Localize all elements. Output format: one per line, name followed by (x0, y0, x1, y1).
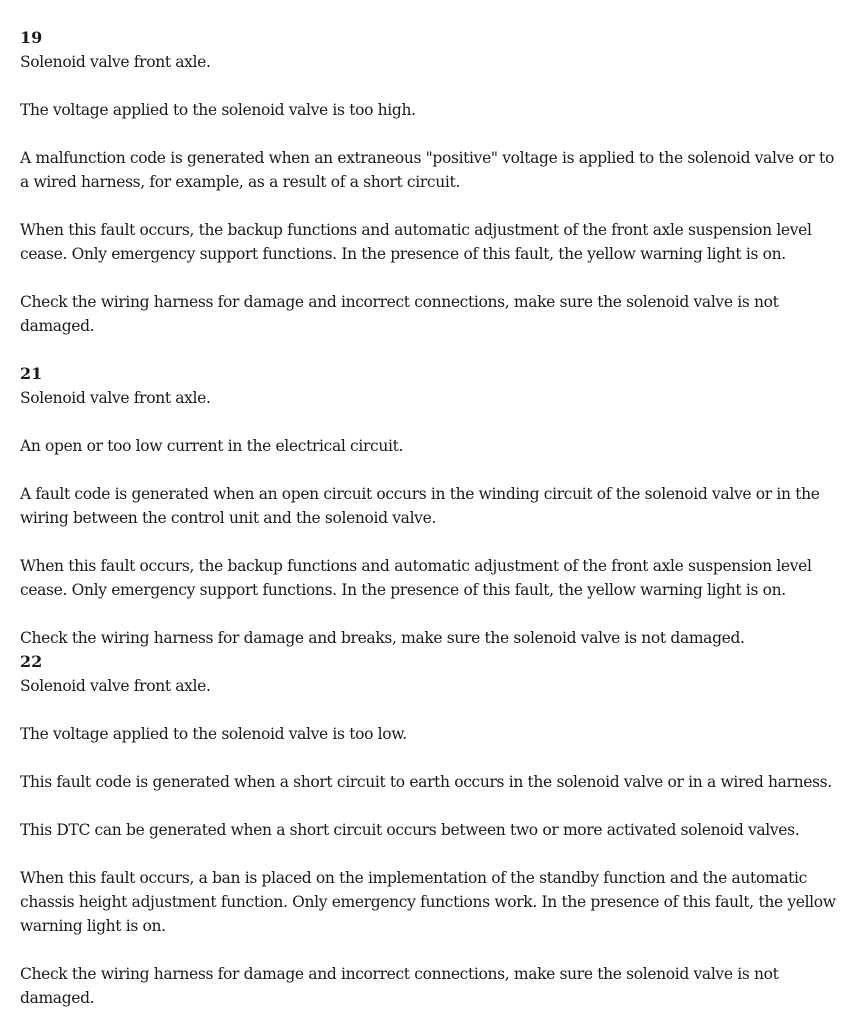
fault-entry-21 (20, 362, 845, 650)
component-name: Solenoid valve front axle. (20, 677, 211, 695)
fault-action: Check the wiring harness for damage and incorrect connections, make sure the solenoid valve is not damaged. (20, 293, 779, 335)
fault-code-number: 22 (20, 652, 43, 671)
fault-effect: When this fault occurs, the backup functions and automatic adjustment of the front axle suspension level cease. Only emergency support functions. In the presence of this fault, the yellow warning light is on. (20, 557, 812, 599)
fault-action: Check the wiring harness for damage and incorrect connections, make sure the solenoid valve is not damaged. (20, 965, 779, 1007)
fault-code-number: 21 (20, 364, 43, 383)
fault-description: This fault code is generated when a short circuit to earth occurs in the solenoid valve or in a wired harness. (20, 773, 832, 791)
fault-code-document (20, 26, 845, 1034)
fault-description: A malfunction code is generated when an extraneous "positive" voltage is applied to the solenoid valve or to a wired harness, for example, as a result of a short circuit. (20, 149, 834, 191)
component-name: Solenoid valve front axle. (20, 53, 211, 71)
fault-condition: The voltage applied to the solenoid valve is too high. (20, 101, 416, 119)
fault-description-secondary: This DTC can be generated when a short circuit occurs between two or more activated solenoid valves. (20, 821, 800, 839)
fault-code-number: 19 (20, 28, 43, 47)
fault-effect: When this fault occurs, the backup functions and automatic adjustment of the front axle suspension level cease. Only emergency support functions. In the presence of this fault, the yellow warning light is on. (20, 221, 812, 263)
component-name: Solenoid valve front axle. (20, 389, 211, 407)
fault-entry-19 (20, 26, 845, 338)
fault-condition: An open or too low current in the electrical circuit. (20, 437, 404, 455)
fault-effect: When this fault occurs, a ban is placed on the implementation of the standby function and the automatic chassis height adjustment function. Only emergency functions work. In the presence of this fault, the yellow warning light is on. (20, 869, 836, 935)
fault-description: A fault code is generated when an open circuit occurs in the winding circuit of the solenoid valve or in the wiring between the control unit and the solenoid valve. (20, 485, 820, 527)
fault-condition: The voltage applied to the solenoid valve is too low. (20, 725, 407, 743)
fault-entry-22 (20, 650, 845, 1010)
fault-action: Check the wiring harness for damage and breaks, make sure the solenoid valve is not damaged. (20, 629, 745, 647)
